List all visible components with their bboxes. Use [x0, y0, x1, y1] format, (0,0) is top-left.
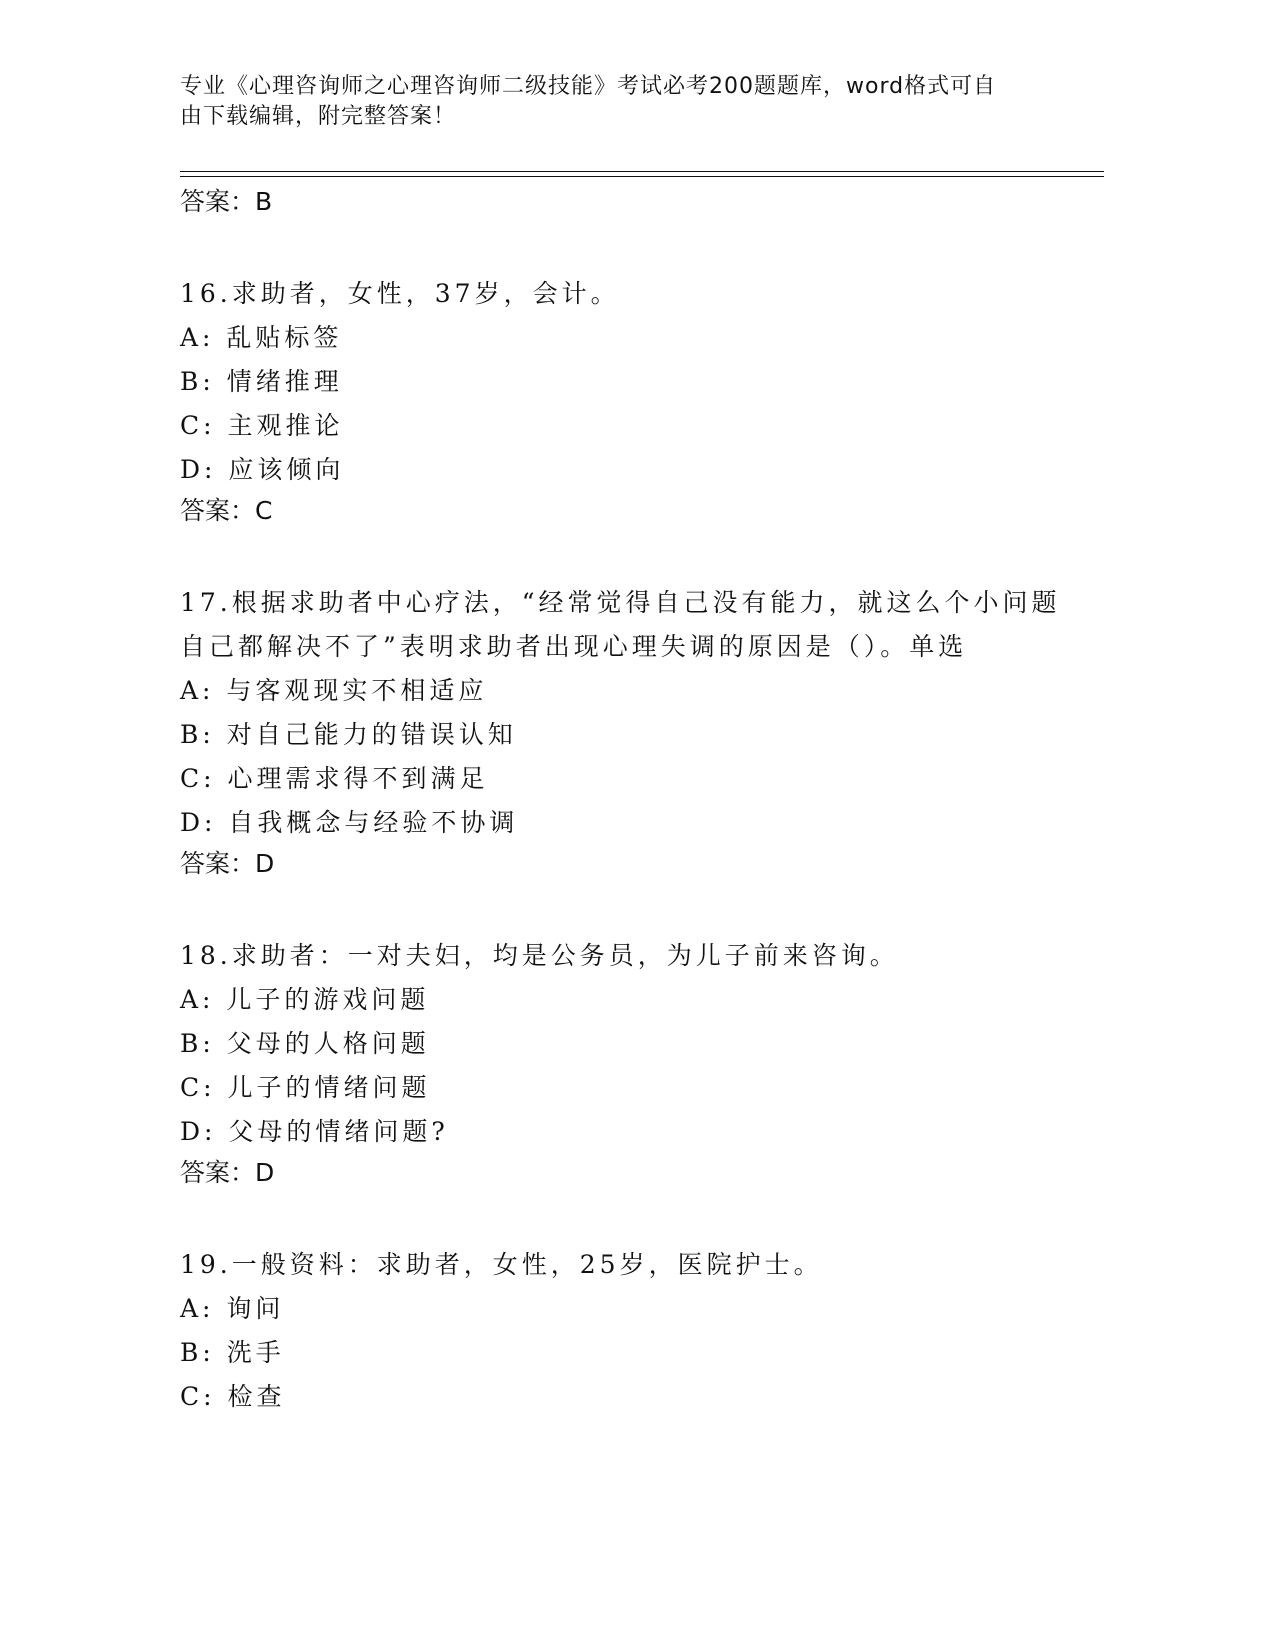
option-a: A: 与客观现实不相适应 [180, 676, 488, 705]
question-stem: 16.求助者，女性，37岁，会计。 [180, 279, 620, 308]
answer-15: 答案：B [180, 187, 273, 216]
document-header [180, 72, 1060, 132]
header-rule-bottom [180, 176, 1104, 177]
question-list [180, 183, 1080, 1419]
option-b: B: 情绪推理 [180, 367, 343, 396]
header-line-1: 专业《心理咨询师之心理咨询师二级技能》考试必考200题题库，word格式可自 [180, 74, 997, 99]
option-a: A: 询问 [180, 1294, 285, 1323]
question-18 [180, 934, 1080, 1198]
answer-16: 答案：C [180, 496, 273, 525]
answer-18: 答案：D [180, 1158, 275, 1187]
option-d: D: 父母的情绪问题? [180, 1117, 449, 1146]
option-d: D: 自我概念与经验不协调 [180, 808, 519, 837]
option-a: A: 儿子的游戏问题 [180, 985, 430, 1014]
option-c: C: 心理需求得不到满足 [180, 764, 489, 793]
question-19 [180, 1243, 1080, 1419]
question-stem: 17.根据求助者中心疗法，“经常觉得自己没有能力，就这么个小问题自己都解决不了”表明求助者出现心理失调的原因是（）。单选 [180, 588, 1061, 661]
option-d: D: 应该倾向 [180, 455, 345, 484]
header-rule-top [180, 171, 1104, 172]
option-c: C: 儿子的情绪问题 [180, 1073, 431, 1102]
question-stem: 18.求助者：一对夫妇，均是公务员，为儿子前来咨询。 [180, 941, 899, 970]
option-a: A: 乱贴标签 [180, 323, 343, 352]
option-c: C: 检查 [180, 1382, 286, 1411]
answer-17: 答案：D [180, 849, 275, 878]
question-16 [180, 272, 1080, 536]
question-stem: 19.一般资料：求助者，女性，25岁，医院护士。 [180, 1250, 823, 1279]
header-line-2: 由下载编辑，附完整答案！ [180, 104, 457, 129]
option-b: B: 父母的人格问题 [180, 1029, 430, 1058]
option-c: C: 主观推论 [180, 411, 344, 440]
option-b: B: 洗手 [180, 1338, 285, 1367]
option-b: B: 对自己能力的错误认知 [180, 720, 517, 749]
question-17 [180, 581, 1080, 889]
